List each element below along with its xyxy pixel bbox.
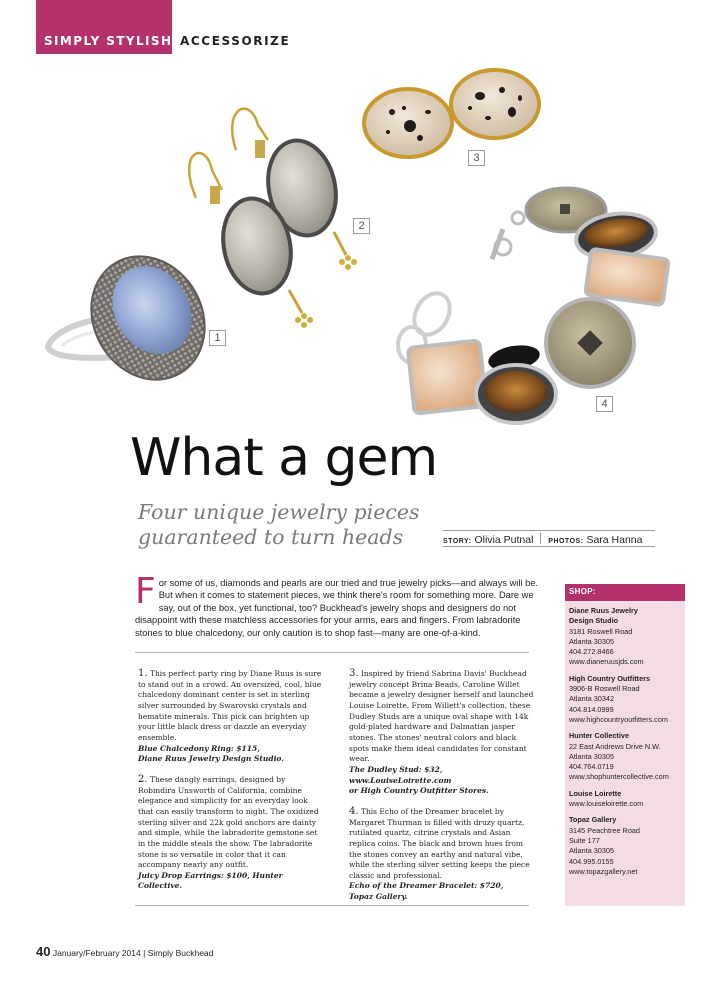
store-address: 22 East Andrews Drive N.W. — [569, 741, 661, 751]
item-text: This perfect party ring by Diane Ruus is sure to stand out in a crowd. An oversized, cool, blue chalcedony dominant center is set in sterling silver surrounded by Swarovski crystals and hematite minerals. This pick can brighten up your little black dress or dazzle an everyday ensemble. — [138, 669, 322, 742]
store-name: Design Studio — [569, 616, 619, 626]
store-address: 3145 Peachtree Road — [569, 825, 640, 835]
store-city: Atlanta 30305 — [569, 636, 615, 646]
shop-heading: SHOP: — [565, 584, 685, 601]
store-phone: 404.814.0999 — [569, 704, 614, 714]
photo-number-3: 3 — [468, 150, 485, 166]
photo-number-1: 1 — [209, 330, 226, 346]
item-credit: Blue Chalcedony Ring: $115, — [138, 743, 260, 753]
store-suite: Suite 177 — [569, 835, 600, 845]
store-phone: 404.272.8466 — [569, 647, 614, 657]
store-entry — [565, 815, 685, 877]
store-name: Hunter Collective — [569, 731, 630, 741]
ring-illustration — [48, 236, 227, 401]
item-credit: Echo of the Dreamer Bracelet: $720, — [349, 881, 504, 891]
item-1 — [138, 669, 324, 765]
store-city: Atlanta 30305 — [569, 751, 615, 761]
drop-cap: F — [135, 571, 156, 612]
store-website[interactable]: www.topazgallery.net — [569, 866, 638, 876]
item-2 — [138, 775, 324, 892]
store-website[interactable]: www.shophuntercollective.com — [569, 772, 669, 782]
byline-divider — [540, 533, 541, 544]
item-4 — [349, 807, 535, 903]
item-3 — [349, 669, 535, 797]
intro-text: or some of us, diamonds and pearls are our tried and true jewelry picks—and always will be. But when it comes to statement pieces, we think there's room for something more. Dare we say, out of the box, yet functional, too? Buckhead's jewelry shops and designers do not disappoint with these matchless accessories for your arms, ears and fingers. From labradorite stones to blue chalcedony, our only caution is to shop fast—many are one-of-a-kind. — [135, 578, 539, 638]
store-name: High Country Outfitters — [569, 673, 651, 683]
earrings-illustration — [189, 109, 357, 328]
store-name: Topaz Gallery — [569, 815, 617, 825]
photo-number-2: 2 — [353, 218, 370, 234]
store-phone: 404.764.0719 — [569, 762, 614, 772]
store-website[interactable]: www.highcountryoutfitters.com — [569, 714, 668, 724]
store-website[interactable]: www.dianeruusjds.com — [569, 657, 644, 667]
dek — [138, 500, 438, 550]
story-label: STORY: — [443, 538, 472, 545]
store-phone: 404.995.0155 — [569, 856, 614, 866]
headline: What a gem — [130, 428, 438, 488]
item-number: 4. — [349, 805, 359, 817]
store-address: 3181 Roswell Road — [569, 626, 633, 636]
store-city: Atlanta 30305 — [569, 846, 615, 856]
bracelet-illustration — [398, 188, 669, 423]
item-credit: Diane Ruus Jewelry Design Studio. — [138, 754, 284, 764]
studs-illustration — [364, 70, 539, 157]
item-number: 1. — [138, 668, 148, 679]
page-footer — [36, 944, 213, 959]
item-credit: Topaz Gallery. — [349, 892, 408, 902]
item-text: These dangly earrings, designed by Robindira Unsworth of California, combine elegance and simplicity for an everyday look that can easily transform to night. The oxidized sterling silver and 22k gold anchors are dainty and simple, while the labradorite gemstone set in the middle steals the show. The labradorite stone is so versatile in color that it can accompany nearly any outfit. — [138, 774, 319, 870]
section-label: SIMPLY STYLISH — [44, 34, 173, 48]
store-city: Atlanta 30342 — [569, 694, 615, 704]
photographer: Sara Hanna — [586, 534, 643, 546]
story-author: Olivia Putnal — [474, 534, 534, 546]
store-entry — [565, 731, 685, 782]
shop-sidebar — [565, 584, 685, 906]
store-address: 3906-B Roswell Road — [569, 684, 640, 694]
item-text: This Echo of the Dreamer bracelet by Margaret Thurman is filled with druzy quartz, rutilated quartz, citrine crystals and Asian replica coins. The black and brown hues from the stones convey an earthy and natural vibe, while the sterling silver setting keeps the piece classic and professional. — [349, 806, 530, 880]
issue-date: January/February 2014 — [52, 948, 141, 958]
item-credit: The Dudley Stud: $32, www.LouiseLoirette.com — [349, 764, 452, 785]
magazine-name: Simply Buckhead — [147, 948, 214, 958]
dek-line: Four unique jewelry pieces — [138, 500, 420, 524]
subsection-label: ACCESSORIZE — [180, 34, 291, 48]
footer-divider: | — [143, 948, 146, 958]
store-name: Diane Ruus Jewelry — [569, 606, 638, 615]
store-name: Louise Loirette — [569, 788, 622, 798]
store-website[interactable]: www.louiseloirette.com — [569, 799, 644, 809]
divider-bottom — [135, 905, 529, 906]
article-column-left — [138, 669, 324, 902]
dek-line: guaranteed to turn heads — [138, 525, 404, 549]
item-number: 2. — [138, 773, 148, 785]
store-entry — [565, 674, 685, 725]
item-number: 3. — [349, 668, 359, 679]
store-entry — [565, 789, 685, 810]
item-credit: Juicy Drop Earrings: $100, Hunter Collective. — [138, 870, 283, 891]
page-number: 40 — [36, 944, 51, 959]
item-credit: or High Country Outfitter Stores. — [349, 786, 489, 796]
byline — [443, 530, 655, 547]
article-column-right — [349, 669, 535, 913]
intro-paragraph — [135, 571, 543, 639]
item-text: Inspired by friend Sabrina Davis' Buckhead jewelry concept Brina Beads, Caroline Willet became a jewelry designer herself and launched Louise Loirette. From Willett's collection, these Dudley Studs are a unique oval shape with 14k gold-plated hardware and Dalmatian jasper stones. The stones' neutral colors and black spots make them ideal candidates for constant wear. — [349, 669, 534, 764]
store-entry — [565, 606, 685, 668]
divider-top — [135, 652, 529, 653]
photo-number-4: 4 — [596, 396, 613, 412]
photos-label: PHOTOS: — [548, 538, 584, 545]
